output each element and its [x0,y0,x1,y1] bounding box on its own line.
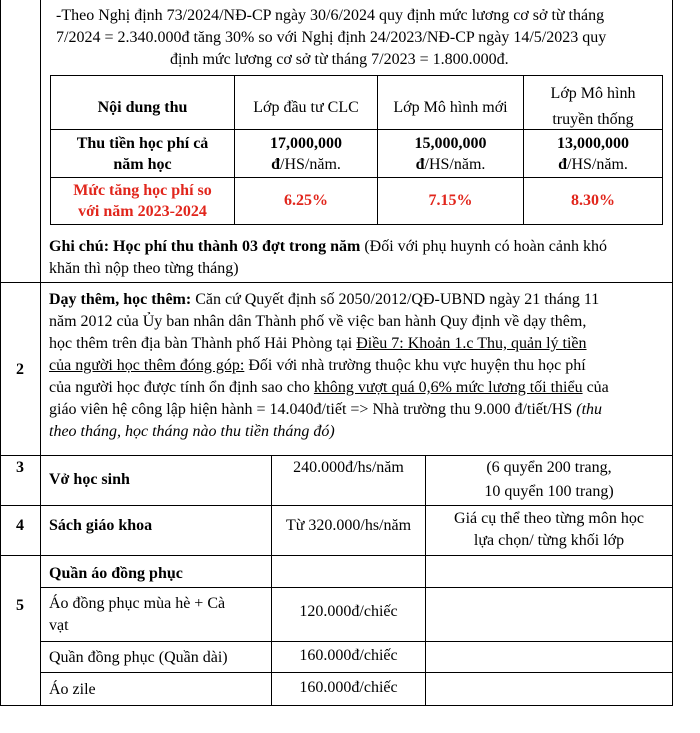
section-2-article-ref: Điều 7: Khoản 1.c Thu, quản lý tiền [356,335,587,352]
fee-new-value: 15,000,000 [414,135,487,152]
section-2-number: 2 [16,361,24,378]
increase-trad: 8.30% [571,192,615,209]
section-2-line-7: theo tháng, học tháng nào thu tiền tháng đó) [49,423,335,440]
section-3-note-l1: (6 quyển 200 trang, [486,459,612,476]
section-2-line-4a: của người học thêm đóng góp: [49,357,245,374]
note-rest: (Đối với phụ huynh có hoàn cảnh khó [360,238,607,255]
section-5-title: Quần áo đồng phục [49,565,183,582]
fee-trad-value: 13,000,000 [557,135,629,152]
header-traditional-l1: Lớp Mô hình [550,85,636,102]
increase-clc: 6.25% [284,192,328,209]
note-line-2: khăn thì nộp theo từng tháng) [49,260,239,277]
increase-label-l1: Mức tăng học phí so [73,182,212,199]
increase-label-l2: với năm 2023-2024 [78,203,207,220]
increase-new: 7.15% [428,192,473,209]
section-4-title: Sách giáo khoa [49,517,153,534]
fee-clc-unit-rest: /HS/năm. [280,156,341,173]
uniform-item-name-l2: vạt [49,617,69,634]
fee-trad-unit: đ/HS/năm. [558,156,628,173]
uniform-item-name: Quần đồng phục (Quần dài) [49,649,228,666]
uniform-item-price: 120.000đ/chiếc [299,603,398,620]
section-2-line-5a: của người học được tính ổn định sao cho [49,379,314,396]
header-new-model: Lớp Mô hình mới [393,99,508,116]
section-3-title: Vở học sinh [49,471,130,488]
header-traditional-l2: truyền thống [552,111,634,128]
fee-row-label-l1: Thu tiền học phí cả [76,135,209,152]
section-2-line-1: Căn cứ Quyết định số 2050/2012/QĐ-UBND ngày 21 tháng 11 [191,291,600,308]
section-3-note-l2: 10 quyển 100 trang) [484,483,614,500]
section-2-limit: không vượt quá 0,6% mức lương tối thiểu [313,379,583,396]
intro-line-2: 7/2024 = 2.340.000đ tăng 30% so với Nghị định 24/2023/NĐ-CP ngày 14/5/2023 quy [56,29,607,46]
section-3-number: 3 [16,459,24,476]
fee-clc-unit: đ/HS/năm. [271,156,341,173]
section-3-price: 240.000đ/hs/năm [293,459,404,476]
fee-new-unit: đ/HS/năm. [415,156,486,173]
section-4-note-l1: Giá cụ thể theo từng môn học [454,510,644,527]
section-2-line-4b: Đối với nhà trường thuộc khu vực huyện thu học phí [244,357,586,374]
section-4-note-l2: lựa chọn/ từng khối lớp [473,532,625,549]
section-2-line-5c: của [582,379,609,396]
uniform-item-name-l1: Áo đồng phục mùa hè + Cà [49,595,226,612]
note-bold: Ghi chú: Học phí thu thành 03 đợt trong năm [49,238,361,255]
intro-line-1: -Theo Nghị định 73/2024/NĐ-CP ngày 30/6/2024 quy định mức lương cơ sở từ tháng [56,7,605,24]
section-2-line-3a: học thêm trên địa bàn Thành phố Hải Phòng tại [49,335,357,352]
section-2-line-6a: giáo viên hệ công lập hiện hành = 14.040đ/tiết => Nhà trường thu 9.000 đ/tiết/HS [49,401,577,418]
uniform-item-name: Áo zile [49,681,96,698]
uniform-item-price: 160.000đ/chiếc [299,647,398,664]
fee-clc-value: 17,000,000 [270,135,342,152]
section-4-price: Từ 320.000/hs/năm [285,517,412,534]
header-clc: Lớp đầu tư CLC [253,99,359,116]
section-2-line-2: năm 2012 của Ủy ban nhân dân Thành phố về việc ban hành Quy định về dạy thêm, [49,313,587,330]
intro-line-3: định mức lương cơ sở từ tháng 7/2023 = 1.800.000đ. [170,51,509,68]
section-5-number: 5 [16,597,24,614]
uniform-item-price: 160.000đ/chiếc [299,679,398,696]
section-2-title: Dạy thêm, học thêm: [49,291,192,308]
section-2-line-6b: (thu [576,401,603,418]
fee-row-label-l2: năm học [113,156,172,173]
header-content: Nội dung thu [97,99,188,116]
section-4-number: 4 [16,517,24,534]
